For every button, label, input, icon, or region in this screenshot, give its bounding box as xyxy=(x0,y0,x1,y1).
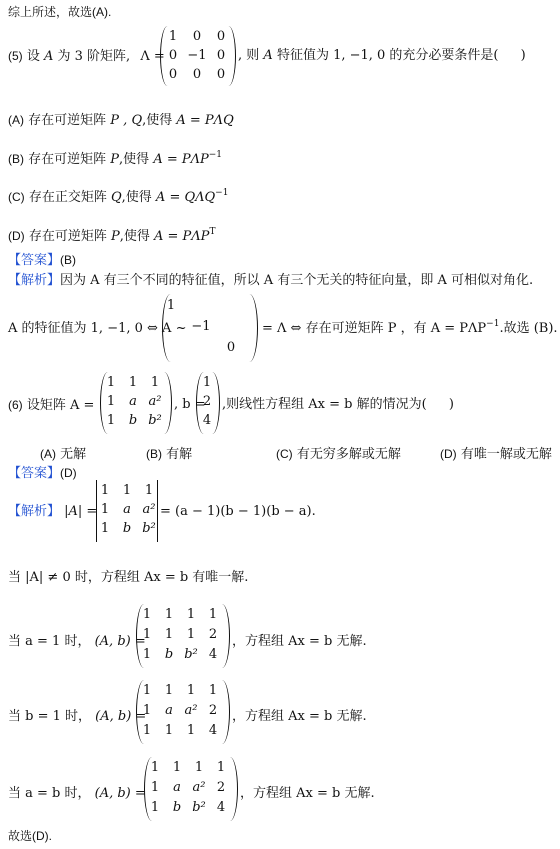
matrix-cell: 4 xyxy=(208,723,218,738)
option-text: 有解 xyxy=(166,447,193,462)
matrix-cell: 1 xyxy=(150,760,160,775)
matrix-cell: a² xyxy=(148,394,162,409)
matrix-cell: 2 xyxy=(202,394,212,409)
matrix-cell: 1 xyxy=(164,723,174,738)
option-sup: T xyxy=(209,227,216,237)
q6-analysis xyxy=(8,504,97,520)
matrix-cell: a xyxy=(129,394,137,409)
option-label: (D) xyxy=(440,447,457,461)
option-sup: −1 xyxy=(215,188,229,198)
answer-tag: 【答案】 xyxy=(8,253,61,268)
option-formula: A = PΛP xyxy=(154,229,210,244)
matrix-cell: 1 xyxy=(168,29,178,44)
matrix-cell: b² xyxy=(184,647,198,662)
option-text: 存在可逆矩阵 xyxy=(28,229,107,244)
det-lhs: |A| = xyxy=(64,504,98,519)
q5-option-d xyxy=(8,228,215,245)
matrix-cell: 1 xyxy=(186,683,196,698)
q5-stem-a: 设 xyxy=(26,49,40,64)
option-text: 存在可逆矩阵 xyxy=(28,113,107,128)
q5-stem xyxy=(8,48,165,65)
option-text: 无解 xyxy=(60,447,87,462)
det-rhs: = (a − 1)(b − 1)(b − a). xyxy=(160,504,316,519)
q6-option-c xyxy=(276,446,401,463)
matrix-cell: 1 xyxy=(166,298,176,313)
matrix-cell: 1 xyxy=(150,780,160,795)
option-label: (D) xyxy=(8,229,25,243)
q6-case-2 xyxy=(8,709,146,725)
analysis-tag: 【解析】 xyxy=(8,504,61,519)
matrix-cell: 1 xyxy=(128,375,138,390)
matrix-cell: 1 xyxy=(172,760,182,775)
option-formula: A = QΛQ xyxy=(155,190,216,205)
matrix-cell: 2 xyxy=(216,780,226,795)
matrix-cell: 0 xyxy=(192,29,202,44)
matrix-cell: 1 xyxy=(194,760,204,775)
matrix-cell: a² xyxy=(142,502,156,517)
matrix-cell: 1 xyxy=(202,375,212,390)
matrix-cell: 0 xyxy=(168,67,178,82)
matrix-cell: a² xyxy=(184,703,198,718)
q6-stem-d: ) xyxy=(448,397,454,412)
matrix-cell: 1 xyxy=(142,723,152,738)
matrix-cell: 1 xyxy=(186,627,196,642)
q5-option-b xyxy=(8,151,222,168)
option-text: 有无穷多解或无解 xyxy=(296,447,401,462)
prev-conclusion: 综上所述，故选(A). xyxy=(8,5,112,19)
q5-number: (5) xyxy=(8,49,23,63)
answer-tag: 【答案】 xyxy=(8,466,61,481)
matrix-cell: 2 xyxy=(208,703,218,718)
q5-stem-tail xyxy=(238,48,526,64)
matrix-cell: 0 xyxy=(168,48,178,63)
aug-label: (A, b) = xyxy=(94,786,146,801)
option-formula: A = PΛP xyxy=(153,152,209,167)
q5-analysis-1 xyxy=(8,273,533,289)
matrix-cell: 1 xyxy=(122,483,132,498)
matrix-cell: 0 xyxy=(216,29,226,44)
aug-label: (A, b) = xyxy=(94,634,146,649)
option-vars: P xyxy=(110,229,120,244)
matrix-cell: 0 xyxy=(216,48,226,63)
matrix-cell: 1 xyxy=(144,483,154,498)
q6-answer xyxy=(8,465,77,482)
matrix-cell: 1 xyxy=(106,375,116,390)
matrix-cell: 1 xyxy=(216,760,226,775)
q5-var-A: A xyxy=(43,49,54,64)
matrix-cell: 4 xyxy=(202,413,212,428)
matrix-cell: a xyxy=(165,703,173,718)
matrix-cell: 1 xyxy=(100,483,110,498)
final-choice: 故选(D). xyxy=(8,829,52,843)
matrix-cell: 1 xyxy=(106,394,116,409)
q6-stem-a: 设矩阵 A = xyxy=(26,398,95,413)
q6-stem-b: , b = xyxy=(174,397,206,412)
matrix-cell: b xyxy=(128,413,138,428)
q6-number: (6) xyxy=(8,398,23,412)
q6-case-3 xyxy=(8,786,146,802)
q5-stem-c: , 则 xyxy=(238,48,260,63)
q6-case-0: 当 |A| ≠ 0 时，方程组 Ax = b 有唯一解. xyxy=(8,570,249,585)
option-label: (A) xyxy=(8,113,24,127)
analysis-text: .故选 (B). xyxy=(499,321,558,336)
matrix-cell: 0 xyxy=(216,67,226,82)
matrix-cell: 1 xyxy=(142,647,152,662)
option-vars: Q xyxy=(110,190,122,205)
matrix-cell: 1 xyxy=(164,627,174,642)
matrix-cell: 1 xyxy=(150,375,160,390)
option-label: (C) xyxy=(8,190,25,204)
q6-case-1 xyxy=(8,634,146,650)
option-label: (C) xyxy=(276,447,293,461)
matrix-cell: 2 xyxy=(208,627,218,642)
q5-option-a xyxy=(8,112,234,129)
option-vars: P , Q xyxy=(110,113,143,128)
matrix-cell: 1 xyxy=(142,607,152,622)
matrix-cell: 1 xyxy=(186,723,196,738)
matrix-cell: 0 xyxy=(226,340,236,355)
analysis-tag: 【解析】 xyxy=(8,273,61,288)
q5-stem-d: 特征值为 1, −1, 0 的充分必要条件是( xyxy=(276,48,499,63)
case-pre: 当 a = b 时， xyxy=(8,786,91,801)
matrix-cell: 1 xyxy=(100,502,110,517)
matrix-cell: 1 xyxy=(142,703,152,718)
option-vars: P xyxy=(110,152,120,167)
case-post: ，方程组 Ax = b 无解. xyxy=(232,634,367,649)
answer-value: (D) xyxy=(60,466,77,480)
matrix-cell: −1 xyxy=(191,319,211,334)
matrix-cell: a xyxy=(173,780,181,795)
matrix-cell: 1 xyxy=(164,607,174,622)
q5-option-c xyxy=(8,189,228,206)
matrix-cell: 1 xyxy=(208,607,218,622)
case-post: ，方程组 Ax = b 无解. xyxy=(240,786,375,801)
analysis-text: 因为 A 有三个不同的特征值，所以 A 有三个无关的特征向量，即 A 可相似对角化. xyxy=(60,273,534,288)
matrix-cell: a xyxy=(123,502,131,517)
matrix-cell: 4 xyxy=(216,800,226,815)
matrix-cell: 1 xyxy=(164,683,174,698)
matrix-cell: b xyxy=(172,800,182,815)
q5-answer xyxy=(8,252,76,269)
matrix-cell: −1 xyxy=(187,48,207,63)
analysis-text: = Λ ⇔ 存在可逆矩阵 P ，有 A = PΛP xyxy=(262,321,487,336)
option-tail: ,使得 xyxy=(142,113,173,128)
option-tail: ,使得 xyxy=(119,229,150,244)
q5-stem-b: 为 3 阶矩阵, xyxy=(57,49,131,64)
q6-option-b xyxy=(146,446,192,463)
q5-var-A2: A xyxy=(263,48,273,63)
option-text: 存在可逆矩阵 xyxy=(28,152,107,167)
case-pre: 当 a = 1 时， xyxy=(8,634,91,649)
matrix-cell: 1 xyxy=(142,683,152,698)
matrix-cell: b xyxy=(164,647,174,662)
matrix-cell: 1 xyxy=(142,627,152,642)
q6-option-a xyxy=(40,446,86,463)
option-tail: ,使得 xyxy=(119,152,150,167)
matrix-cell: a² xyxy=(192,780,206,795)
case-post: ，方程组 Ax = b 无解. xyxy=(232,709,367,724)
option-text: 存在正交矩阵 xyxy=(28,190,107,205)
matrix-cell: b² xyxy=(192,800,206,815)
matrix-cell: 0 xyxy=(192,67,202,82)
option-sup: −1 xyxy=(208,150,223,160)
matrix-cell: 4 xyxy=(208,647,218,662)
option-label: (B) xyxy=(146,447,162,461)
case-pre: 当 b = 1 时， xyxy=(8,709,92,724)
matrix-cell: 1 xyxy=(150,800,160,815)
aug-label: (A, b) = xyxy=(95,709,147,724)
matrix-cell: 1 xyxy=(106,413,116,428)
matrix-cell: 1 xyxy=(186,607,196,622)
matrix-cell: b xyxy=(122,521,132,536)
option-label: (A) xyxy=(40,447,56,461)
option-label: (B) xyxy=(8,152,24,166)
option-text: 有唯一解或无解 xyxy=(460,447,552,462)
q6-stem-tail xyxy=(222,397,454,413)
q5-analysis-2b: = Λ ⇔ 存在可逆矩阵 P ，有 $A = P\Lambda P^{-1}$.故选 (B). xyxy=(262,319,558,336)
option-tail: ,使得 xyxy=(121,190,152,205)
q5-lambda: Λ = xyxy=(140,49,165,64)
matrix-cell: b² xyxy=(148,413,162,428)
option-formula: A = PΛQ xyxy=(176,113,234,128)
q5-stem-e: ) xyxy=(520,48,526,63)
q6-stem xyxy=(8,397,94,414)
q6-option-d xyxy=(440,446,552,463)
matrix-cell: b² xyxy=(142,521,156,536)
q5-analysis-2a: A 的特征值为 1, −1, 0 ⇔ A ~ xyxy=(8,321,187,336)
matrix-cell: 1 xyxy=(208,683,218,698)
answer-value: (B) xyxy=(60,253,77,267)
q6-stem-c: ,则线性方程组 Ax = b 解的情况为( xyxy=(222,397,427,412)
matrix-cell: 1 xyxy=(100,521,110,536)
